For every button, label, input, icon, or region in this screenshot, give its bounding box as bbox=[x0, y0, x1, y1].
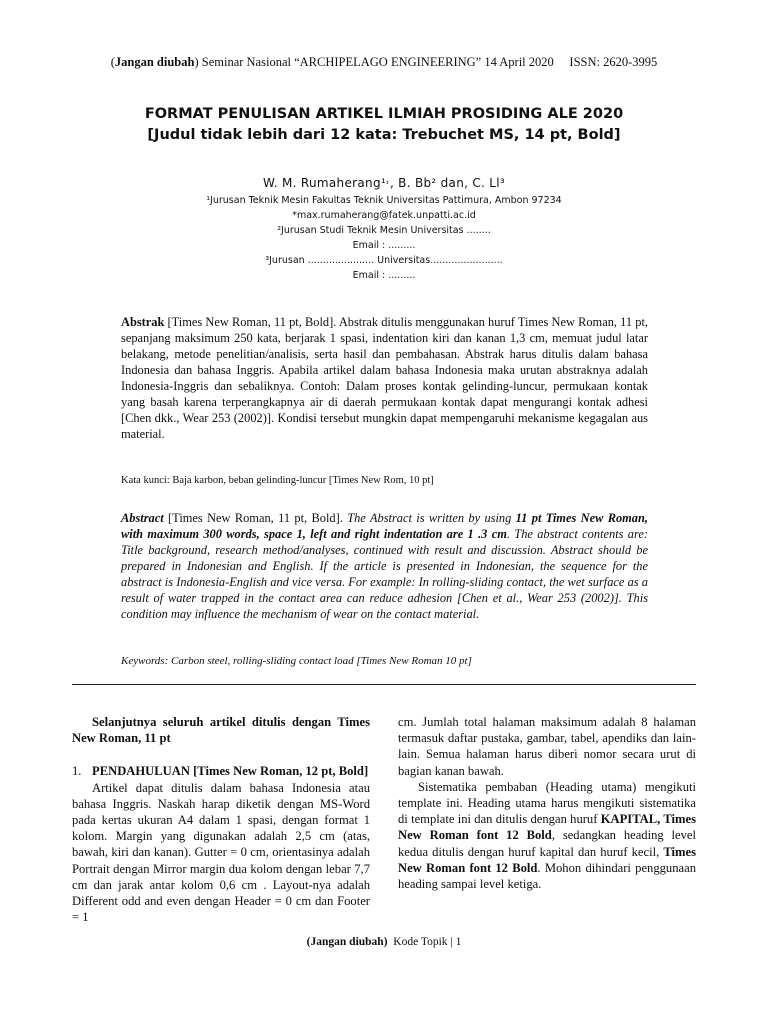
affiliations bbox=[72, 193, 696, 283]
abstract-en-spec: [Times New Roman, 11 pt, Bold]. bbox=[163, 511, 343, 525]
footer-tag: (Jangan diubah) bbox=[306, 936, 388, 948]
para2-text: . Mohon dihindari penggunaan heading sampai level ketiga. bbox=[398, 860, 696, 892]
intro-note: Selanjutnya seluruh artikel ditulis dengan Times New Roman, 11 pt bbox=[72, 715, 370, 746]
body-paragraph bbox=[398, 779, 696, 892]
affiliation-email: *max.rumaherang@fatek.unpatti.ac.id bbox=[292, 210, 476, 221]
abstract-en-label: Abstract bbox=[121, 511, 164, 525]
paper-title bbox=[72, 104, 696, 146]
para2-text: Sistematika pembaban (Heading utama) mengikuti template ini. Heading utama harus mengikuti sistematika di template ini dan ditulis dengan huruf bbox=[398, 779, 696, 827]
section-number: 1. bbox=[72, 764, 82, 779]
affiliation-line: ²Jurusan Studi Teknik Mesin Universitas ........ bbox=[277, 225, 491, 236]
para2-text: , sedangkan heading level kedua ditulis dengan huruf kapital dan huruf kecil, bbox=[398, 828, 696, 859]
page-header: (Jangan diubah) Seminar Nasional “ARCHIPELAGO ENGINEERING” 14 April 2020 ISSN: 2620-3995 bbox=[110, 55, 658, 69]
section-heading bbox=[72, 763, 370, 779]
abstract-id-label: Abstrak bbox=[121, 315, 165, 329]
abstract-id-text: [Times New Roman, 11 pt, Bold]. Abstrak ditulis menggunakan huruf Times New Roman, 11 pt, sepanjang maksimum 250 kata, berjarak 1 spasi, indentation kiri dan kanan 1,3 cm, memuat judul latar belakang, metode penelitian/analisis, serta hasil dan pembahasan. Abstrak harus ditulis dalam bahasa Indonesia dan bahasa Inggris. Apabila artikel dalam bahasa Indonesia maka urutan abstraknya adalah Indonesia-Inggris dan sebaliknya. Contoh: Dalam proses kontak gelinding-luncur, permukaan kontak yang basah karena terperangkapnya air di daerah permukaan kontak dapat mengurangi kontak adhesi [Chen dkk., Wear 253 (2002)]. Kondisi tersebut mungkin dapat mempengaruhi mekanisme kegagalan aus material. bbox=[121, 315, 648, 441]
body-paragraph-continued: cm. Jumlah total halaman maksimum adalah 8 halaman termasuk daftar pustaka, gambar, tabel, apendiks dan lain-lain. Semua halaman harus diberi nomor secara urut di bagian kanan bawah. bbox=[398, 715, 696, 778]
abstract-en-text: The Abstract is written by using bbox=[342, 511, 516, 525]
affiliation-line: ³Jurusan ...................... Universitas........................ bbox=[265, 255, 503, 266]
affiliation-email: Email : ......... bbox=[352, 270, 416, 281]
section-divider bbox=[72, 684, 696, 685]
title-line-2: [Judul tidak lebih dari 12 kata: Trebuchet MS, 14 pt, Bold] bbox=[147, 127, 621, 143]
body-column-right bbox=[398, 714, 696, 892]
body-paragraph: Artikel dapat ditulis dalam bahasa Indonesia atau bahasa Inggris. Naskah harap diketik dengan MS-Word pada kertas ukuran A4 dalam 1 spasi, dengan format 1 kolom. Margin yang digunakan adalah 2,5 cm (atas, bawah, kiri dan kanan). Gutter = 0 cm, orientasinya adalah Portrait dengan Mirror margin dua kolom dengan lebar 7,7 cm dan jarak antar kolom 0,6 cm . Layout-nya adalah Different odd and even dengan Header = 0 cm dan Footer = 1 bbox=[72, 780, 370, 925]
body-column-left bbox=[72, 714, 370, 925]
para2-bold: Times New Roman font 12 Bold bbox=[398, 844, 696, 875]
abstract-en-bold: 11 pt Times New Roman, with maximum 300 words, space 1, left and right indentation are 1 .3 cm bbox=[121, 511, 648, 541]
header-issn: ISSN: 2620-3995 bbox=[569, 55, 658, 69]
page-footer bbox=[72, 936, 696, 948]
kata-kunci: Kata kunci: Baja karbon, beban gelinding-luncur [Times New Rom, 10 pt] bbox=[121, 475, 434, 486]
abstract-en-text-cont: . The abstract contents are: Title background, research method/analyses, continued with result and discussion. Abstract should be prepared in Indonesian and English. If the article is presented in Indonesian, the sequence for the abstract is Indonesia-English and vice versa. For example: In rolling-sliding contact, the wet surface as a result of water trapped in the contact area can reduce adhesion [Chen et al., Wear 253 (2002)]. This condition may influence the mechanism of wear on the contact material. bbox=[121, 527, 648, 621]
header-seminar: Seminar Nasional “ARCHIPELAGO ENGINEERING” 14 April 2020 bbox=[201, 55, 554, 69]
footer-text: Kode Topik | 1 bbox=[393, 936, 462, 948]
para2-bold: KAPITAL, Times New Roman font 12 Bold bbox=[398, 812, 696, 843]
authors: W. M. Rumaherang¹˒, B. Bb² dan, C. Ll³ bbox=[263, 176, 505, 190]
title-line-1: FORMAT PENULISAN ARTIKEL ILMIAH PROSIDING ALE 2020 bbox=[144, 106, 624, 122]
affiliation-email: Email : ......... bbox=[352, 240, 416, 251]
section-title: PENDAHULUAN [Times New Roman, 12 pt, Bold] bbox=[92, 764, 369, 779]
header-tag: Jangan diubah bbox=[114, 55, 195, 69]
affiliation-line: ¹Jurusan Teknik Mesin Fakultas Teknik Universitas Pattimura, Ambon 97234 bbox=[206, 195, 562, 206]
abstract-indonesian bbox=[121, 314, 648, 442]
abstract-english bbox=[121, 510, 648, 622]
keywords: Keywords: Carbon steel, rolling-sliding contact load [Times New Roman 10 pt] bbox=[121, 655, 472, 667]
